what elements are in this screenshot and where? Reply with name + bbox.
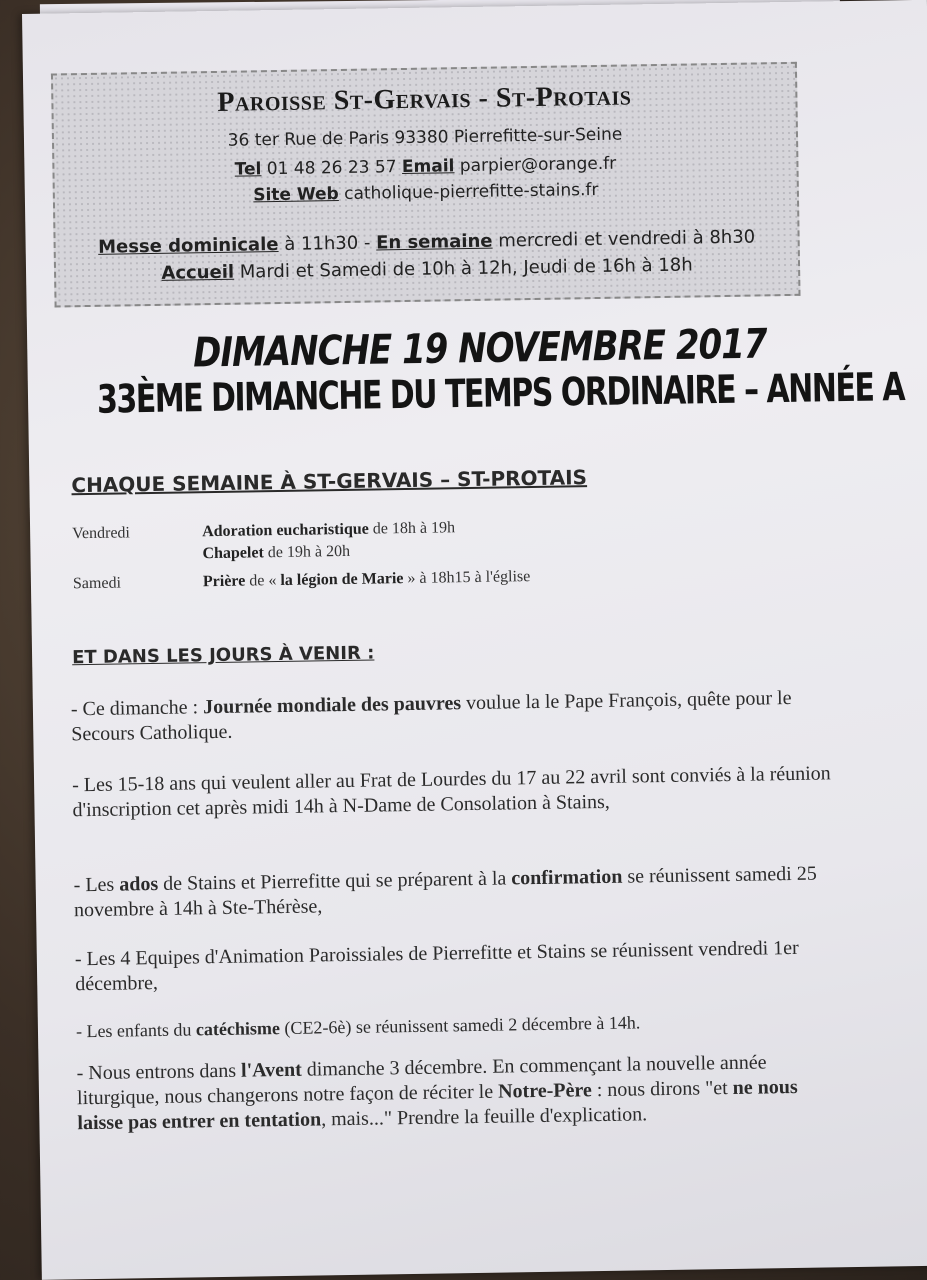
- weekly-heading: CHAQUE SEMAINE À ST-GERVAIS – ST-PROTAIS: [71, 465, 588, 498]
- mass-label: Messe dominicale: [97, 234, 279, 258]
- activity-time: » à 18h15 à l'église: [403, 568, 531, 588]
- week-label: En semaine: [375, 230, 493, 254]
- text: - Ce dimanche :: [70, 696, 204, 721]
- welcome-line: [56, 253, 798, 286]
- text: dimanche 3 décembre. En commençant la nouvelle année liturgique, nous changerons notre façon de réciter le: [76, 1051, 767, 1110]
- text: de Stains et Pierrefitte qui se préparent à la: [157, 867, 512, 895]
- mass-time: à 11h30 -: [284, 232, 371, 255]
- emphasis: l'Avent: [240, 1058, 302, 1082]
- upcoming-heading: ET DANS LES JOURS À VENIR :: [71, 642, 375, 669]
- emphasis: Notre-Père: [497, 1079, 592, 1103]
- email-label: Email: [401, 156, 455, 178]
- text: : nous dirons "et: [591, 1076, 733, 1102]
- email-value: parpier@orange.fr: [459, 153, 617, 177]
- welcome-label: Accueil: [161, 261, 235, 284]
- emphasis: catéchisme: [195, 1018, 281, 1040]
- text: - Les 4 Equipes d'Animation Paroissiales de Pierrefitte et Stains se réunissent vendredi 1er décembre,: [74, 936, 799, 996]
- parish-leaflet: [22, 0, 927, 1280]
- text: - Les 15-18 ans qui veulent aller au Frat de Lourdes du 17 au 22 avril sont conviés à la réunion d'inscription cet après midi 14h à N-Dame de Consolation à Stains,: [71, 762, 831, 822]
- announcement-item: [71, 685, 832, 747]
- announcement-item: [74, 861, 835, 923]
- announcement-item: [72, 761, 833, 823]
- text: , mais..." Prendre la feuille d'explication.: [320, 1103, 648, 1131]
- tel-value: 01 48 26 23 57: [266, 157, 397, 180]
- emphasis: confirmation: [511, 865, 623, 890]
- text: se réunissent samedi 25 novembre à 14h à Ste-Thérèse,: [73, 862, 817, 922]
- activity-time: de 19h à 20h: [263, 542, 351, 562]
- page-title-subtitle: 33ÈME DIMANCHE DU TEMPS ORDINAIRE – ANNÉE A: [96, 364, 905, 424]
- text: - Les: [73, 873, 120, 897]
- site-value: catholique-pierrefitte-stains.fr: [344, 179, 599, 204]
- page-title-date: DIMANCHE 19 NOVEMBRE 2017: [192, 320, 767, 378]
- tel-label: Tel: [234, 159, 262, 180]
- parish-address: 36 ter Rue de Paris 93380 Pierrefitte-sur-Seine: [227, 124, 623, 151]
- parish-name: Paroisse St-Gervais - St-Protais: [217, 80, 632, 118]
- site-label: Site Web: [253, 184, 339, 206]
- text: (CE2-6è) se réunissent samedi 2 décembre à 14h.: [279, 1012, 641, 1039]
- text: - Les enfants du: [75, 1019, 197, 1042]
- weekly-activity: [202, 519, 455, 541]
- activity-time: de 18h à 19h: [368, 519, 456, 538]
- activity-title: Prière: [202, 572, 246, 591]
- welcome-value: Mardi et Samedi de 10h à 12h, Jeudi de 16h à 18h: [239, 254, 693, 283]
- website-line: [55, 177, 797, 209]
- week-value: mercredi et vendredi à 8h30: [498, 226, 756, 252]
- activity-group: la légion de Marie: [280, 570, 404, 590]
- text: - Nous entrons dans: [76, 1059, 242, 1085]
- weekly-activity: [202, 543, 350, 563]
- text: voulue la le Pape François, quête pour le Secours Catholique.: [71, 686, 792, 746]
- parish-header-box: [51, 62, 801, 308]
- announcement-item: [76, 1049, 837, 1136]
- emphasis: ne nous laisse pas entrer en tentation: [77, 1075, 798, 1135]
- activity-title: Adoration eucharistique: [202, 520, 369, 541]
- announcement-item: [75, 935, 836, 997]
- activity-text: de «: [245, 572, 281, 590]
- announcement-item: [76, 1007, 836, 1044]
- weekly-activity: [203, 568, 531, 591]
- emphasis: ados: [119, 872, 159, 896]
- weekly-day-saturday: Samedi: [72, 574, 122, 593]
- activity-title: Chapelet: [202, 544, 264, 563]
- emphasis: Journée mondiale des pauvres: [202, 692, 462, 719]
- weekly-day-friday: Vendredi: [72, 524, 131, 543]
